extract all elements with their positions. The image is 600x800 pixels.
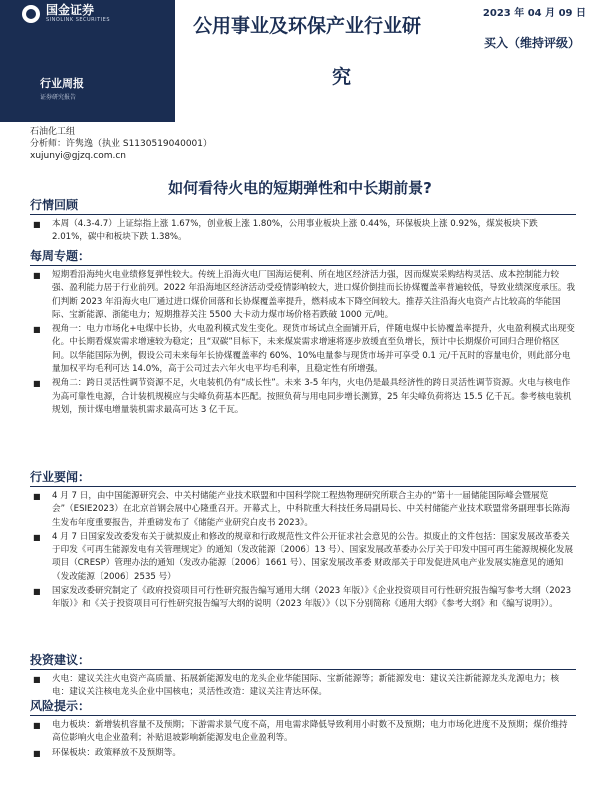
report-date: 2023 年 04 月 09 日: [482, 8, 586, 19]
logo-name-en: SINOLINK SECURITIES: [46, 17, 110, 23]
section-title: 行情回顾: [30, 196, 576, 215]
list-item: ■ 国家发改委研究制定了《政府投资项目可行性研究报告编写通用大纲（2023 年版）》《企业投资项目可行性研究报告编写参考大纲（2023 年版）》和《关于投资项目可行性研究报告编写大纲的说明（2023 年版）》（以下分别简称《通用大纲》《参考大纲》和《编写说明》）。: [33, 586, 572, 610]
list-item: ■ 环保板块：政策释放不及预期等。: [33, 747, 181, 758]
section-risk-warning: [30, 697, 576, 761]
list-item: ■ 火电：建议关注火电资产高质量、拓展新能源发电的龙头企业华能国际、宝新能源等；新能源发电：建议关注新能源龙头龙源电力；核电：建议关注核电龙头企业中国核电；灵活性改造：建议关注青达环保。: [33, 674, 560, 698]
section-title: 行业要闻：: [30, 468, 576, 487]
rating: 买入（维持评级）: [483, 36, 580, 50]
list-item: ■ 电力板块：新增装机容量不及预期；下游需求景气度不高，用电需求降低导致利用小时数不及预期；电力市场化进度不及预期；煤价维持高位影响火电企业盈利；补贴退坡影响新能源发电企业盈利等。: [33, 720, 568, 744]
analyst-info: [30, 126, 212, 162]
research-group: 石油化工组: [30, 127, 76, 137]
section-investment-advice: [30, 651, 576, 701]
industry-title: 公用事业及环保产业行业研: [193, 15, 422, 37]
document-title: 如何看待火电的短期弹性和中长期前景?: [168, 179, 432, 197]
logo-name-cn: 国金证券: [46, 3, 95, 17]
company-logo: [22, 4, 110, 23]
section-title: 投资建议：: [30, 651, 576, 670]
logo-mark-icon: [22, 5, 40, 23]
industry-title-continued: 究: [332, 66, 352, 88]
report-subtitle: 证券研究报告: [40, 94, 77, 101]
report-type: 行业周报: [40, 77, 84, 90]
list-item: ■ 本周（4.3-4.7）上证综指上涨 1.67%，创业板上涨 1.80%，公用事业板块上涨 0.44%，环保板块上涨 0.92%，煤炭板块下跌 2.01%，碳中和板块下跌 1.38%。: [33, 219, 538, 243]
list-item: ■ 短期看沿海纯火电业绩修复弹性较大。传统上沿海火电厂国海运便利、所在地区经济活力强，因而煤炭采购结构灵活、成本控制能力较强、盈利能力居于行业前列。2022 年沿海地区经济活动受疫情影响较大，进口煤价倒挂而长协煤覆盖率普遍较低，导致业绩深度承压。我们判断 2023 年沿海火电厂通过进口煤价回落和长协煤覆盖率提升，燃料成本下降空间较大。推荐关注沿海火电资产占比较高的华能国际、宝新能源、浙能电力；短期推荐关注 5500 大卡动力煤市场价格若跌破 1000 元/吨。: [33, 270, 576, 320]
section-industry-news: [30, 468, 576, 613]
section-title: 风险提示：: [30, 697, 576, 716]
report-header: [0, 0, 600, 122]
list-item: ■ 4 月 7 日，由中国能源研究会、中关村储能产业技术联盟和中国科学院工程热物理研究所联合主办的“第十一届储能国际峰会暨展览会”（ESIE2023）在北京首钢会展中心隆重召开。开幕式上，中科院重大科技任务局副局长、中关村储能产业技术联盟常务副理事长陈海生发布年度重要报告，并重磅发布了《储能产业研究白皮书 2023》。: [33, 491, 570, 528]
section-title: 每周专题：: [30, 247, 576, 266]
section-market-review: [30, 196, 576, 246]
analyst-name: 分析师：许隽逸（执业 S1130519040001）: [30, 139, 213, 149]
list-item: ■ 4 月 7 日国家发改委发布关于就拟废止和修改的规章和行政规范性文件公开征求社会意见的公告。拟废止的文件包括：国家发展改革委关于印发《可再生能源发电有关管理规定》的通知（发改能源〔2006〕13 号）、国家发展改革委办公厅关于印发中国可再生能源规模化发展项目（CRESP）管理办法的通知（发改办能源〔2006〕1661 号）、国家发展改革委 财政部关于印发促进风电产业发展实施意见的通知（发改能源〔2006〕2535 号）: [33, 531, 574, 582]
list-item: ■ 视角二：跨日灵活性调节资源不足，火电装机仍有“成长性”。未来 3-5 年内，火电仍是最具经济性的跨日灵活性调节资源。火电与核电作为高可靠性电源，合计装机规模应与尖峰负荷基本匹配。按照负荷与用电同步增长测算，25 年尖峰负荷将达 15.5 亿千瓦。参考核电装机规划，预计煤电增量装机需求最高可达 3 亿千瓦。: [33, 378, 572, 415]
analyst-email: xujunyi@gjzq.com.cn: [30, 151, 127, 161]
list-item: ■ 视角一：电力市场化+电煤中长协，火电盈利模式发生变化。现货市场试点全面铺开后，伴随电煤中长协覆盖率提升，火电盈利模式出现变化。中长期看煤炭需求增速较为稳定；且“双碳”目标下，未来煤炭需求增速将逐步放缓直至负增长，预计中长期煤价可回归合理价格区间。以华能国际为例，假设公司未来每年长协煤覆盖率约 60%、10%电量参与现货市场并可享受 0.1 元/千瓦时的容量电价，则此部分电量加权平均毛利可达 14.0%，高于公司过去六年火电平均毛利率，且稳定性有所增强。: [33, 324, 575, 375]
section-weekly-topic: [30, 247, 576, 418]
